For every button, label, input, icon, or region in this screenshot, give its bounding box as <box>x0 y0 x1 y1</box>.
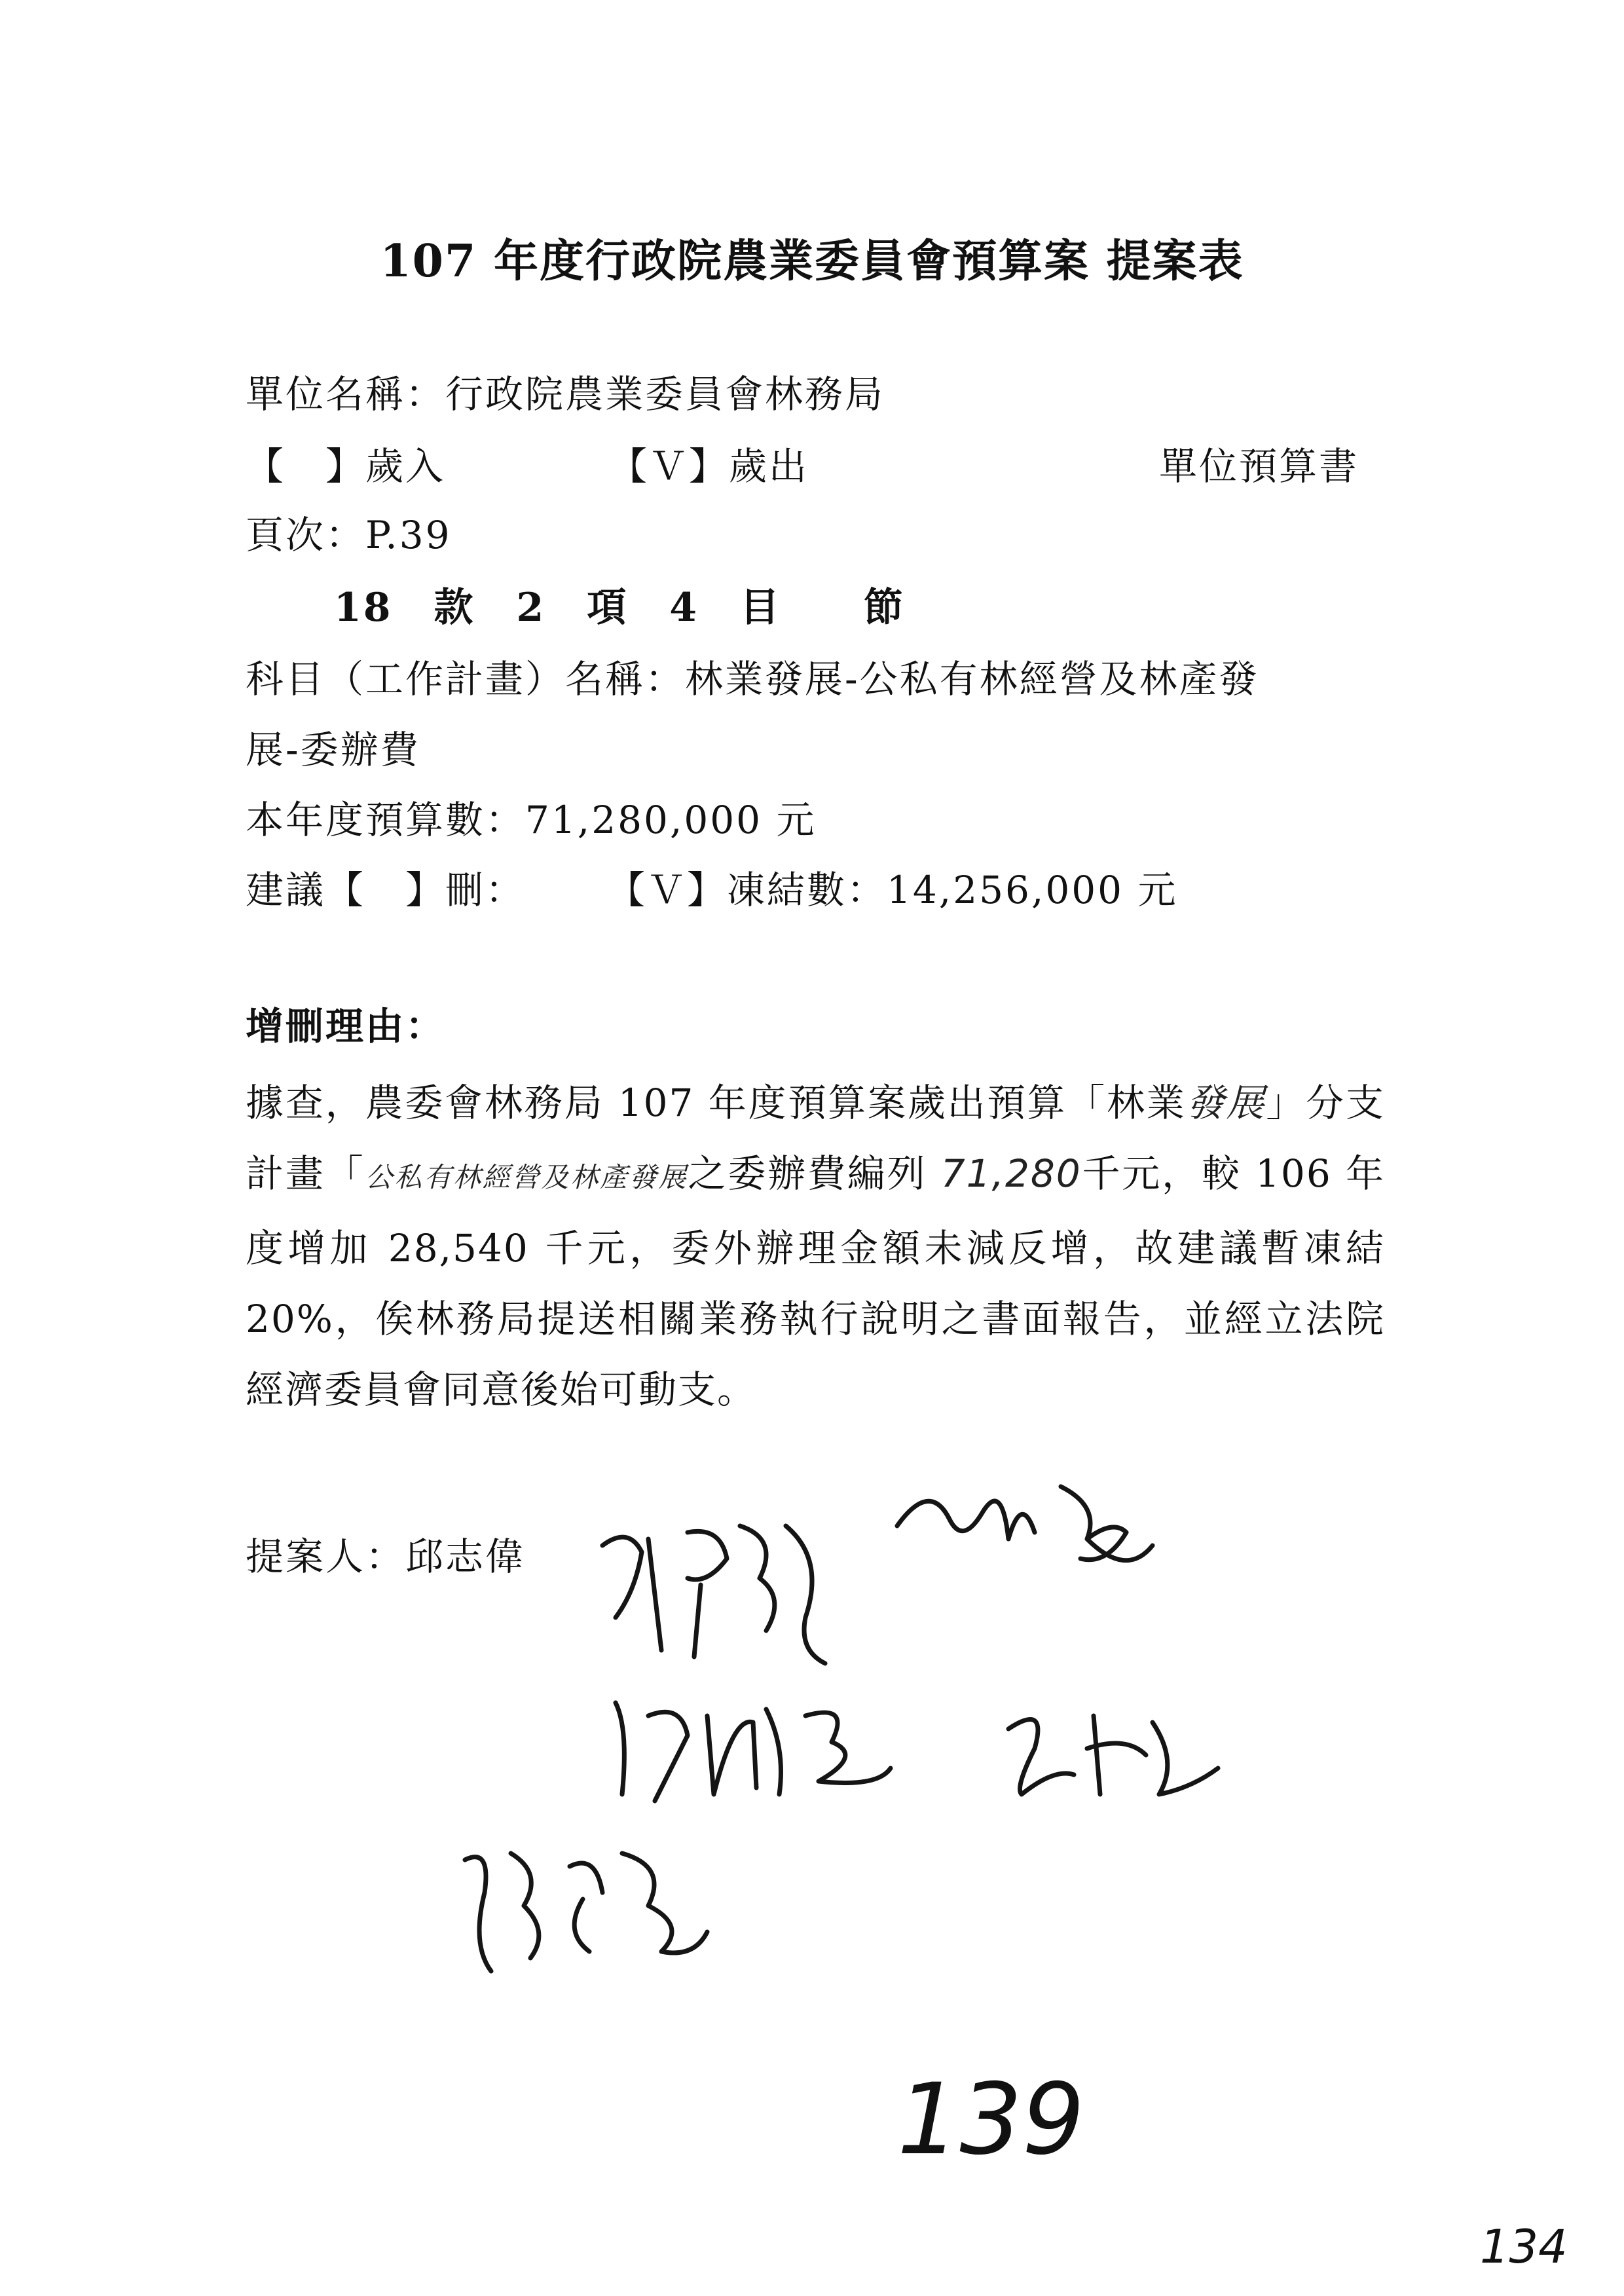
reason-text-4: 千元，較 106 年度增加 28,540 千元，委外辦理金額未減反增，故建議暫凍結 20%，俟林務局提送相關業務執行說明之書面報告，並經立法院經濟委員會同意後始可動支。 <box>246 1151 1385 1412</box>
reason-handwritten-1: 發展 <box>1186 1081 1266 1125</box>
reason-text-3: 之委辦費編列 <box>688 1151 941 1196</box>
signature-1 <box>589 1500 851 1670</box>
reason-handwritten-2: 公私有林經營及林產發展 <box>365 1161 688 1193</box>
unit-name: 單位名稱：行政院農業委員會林務局 <box>246 372 885 417</box>
reason-handwritten-amount: 71,280 <box>940 1151 1082 1196</box>
revenue-checkbox-label: 【 】歲入 <box>246 444 446 489</box>
page-reference: 頁次：P.39 <box>246 513 452 557</box>
reason-text-2: 」分支計畫「 <box>246 1081 1385 1196</box>
document-title: 107 年度行政院農業委員會預算案 提案表 <box>380 235 1244 287</box>
proposer: 提案人：邱志偉 <box>246 1534 526 1579</box>
subject-name-line2: 展-委辦費 <box>246 728 420 772</box>
signature-3 <box>602 1676 904 1807</box>
budget-amount: 本年度預算數：71,280,000 元 <box>246 798 817 842</box>
handwritten-corner-number: 134 <box>1480 2220 1568 2274</box>
subject-name-line1: 科目（工作計畫）名稱：林業發展-公私有林經營及林產發 <box>246 657 1259 701</box>
reason-text-1: 據查，農委會林務局 107 年度預算案歲出預算「林業 <box>246 1081 1187 1125</box>
reason-heading: 增刪理由： <box>246 1004 446 1048</box>
expense-checkbox-label: 【Ｖ】歲出 <box>609 444 809 489</box>
budget-item-line: 18 款 2 項 4 目 節 <box>334 585 905 631</box>
budget-book-label: 單位預算書 <box>1159 444 1359 489</box>
signature-2 <box>891 1467 1166 1585</box>
handwritten-page-number: 139 <box>897 2063 1085 2177</box>
proposal-line: 建議【 】刪： 【Ｖ】凍結數：14,256,000 元 <box>246 868 1178 912</box>
reason-paragraph <box>246 1067 1385 1425</box>
signature-5 <box>452 1827 714 1984</box>
signature-4 <box>995 1690 1231 1807</box>
